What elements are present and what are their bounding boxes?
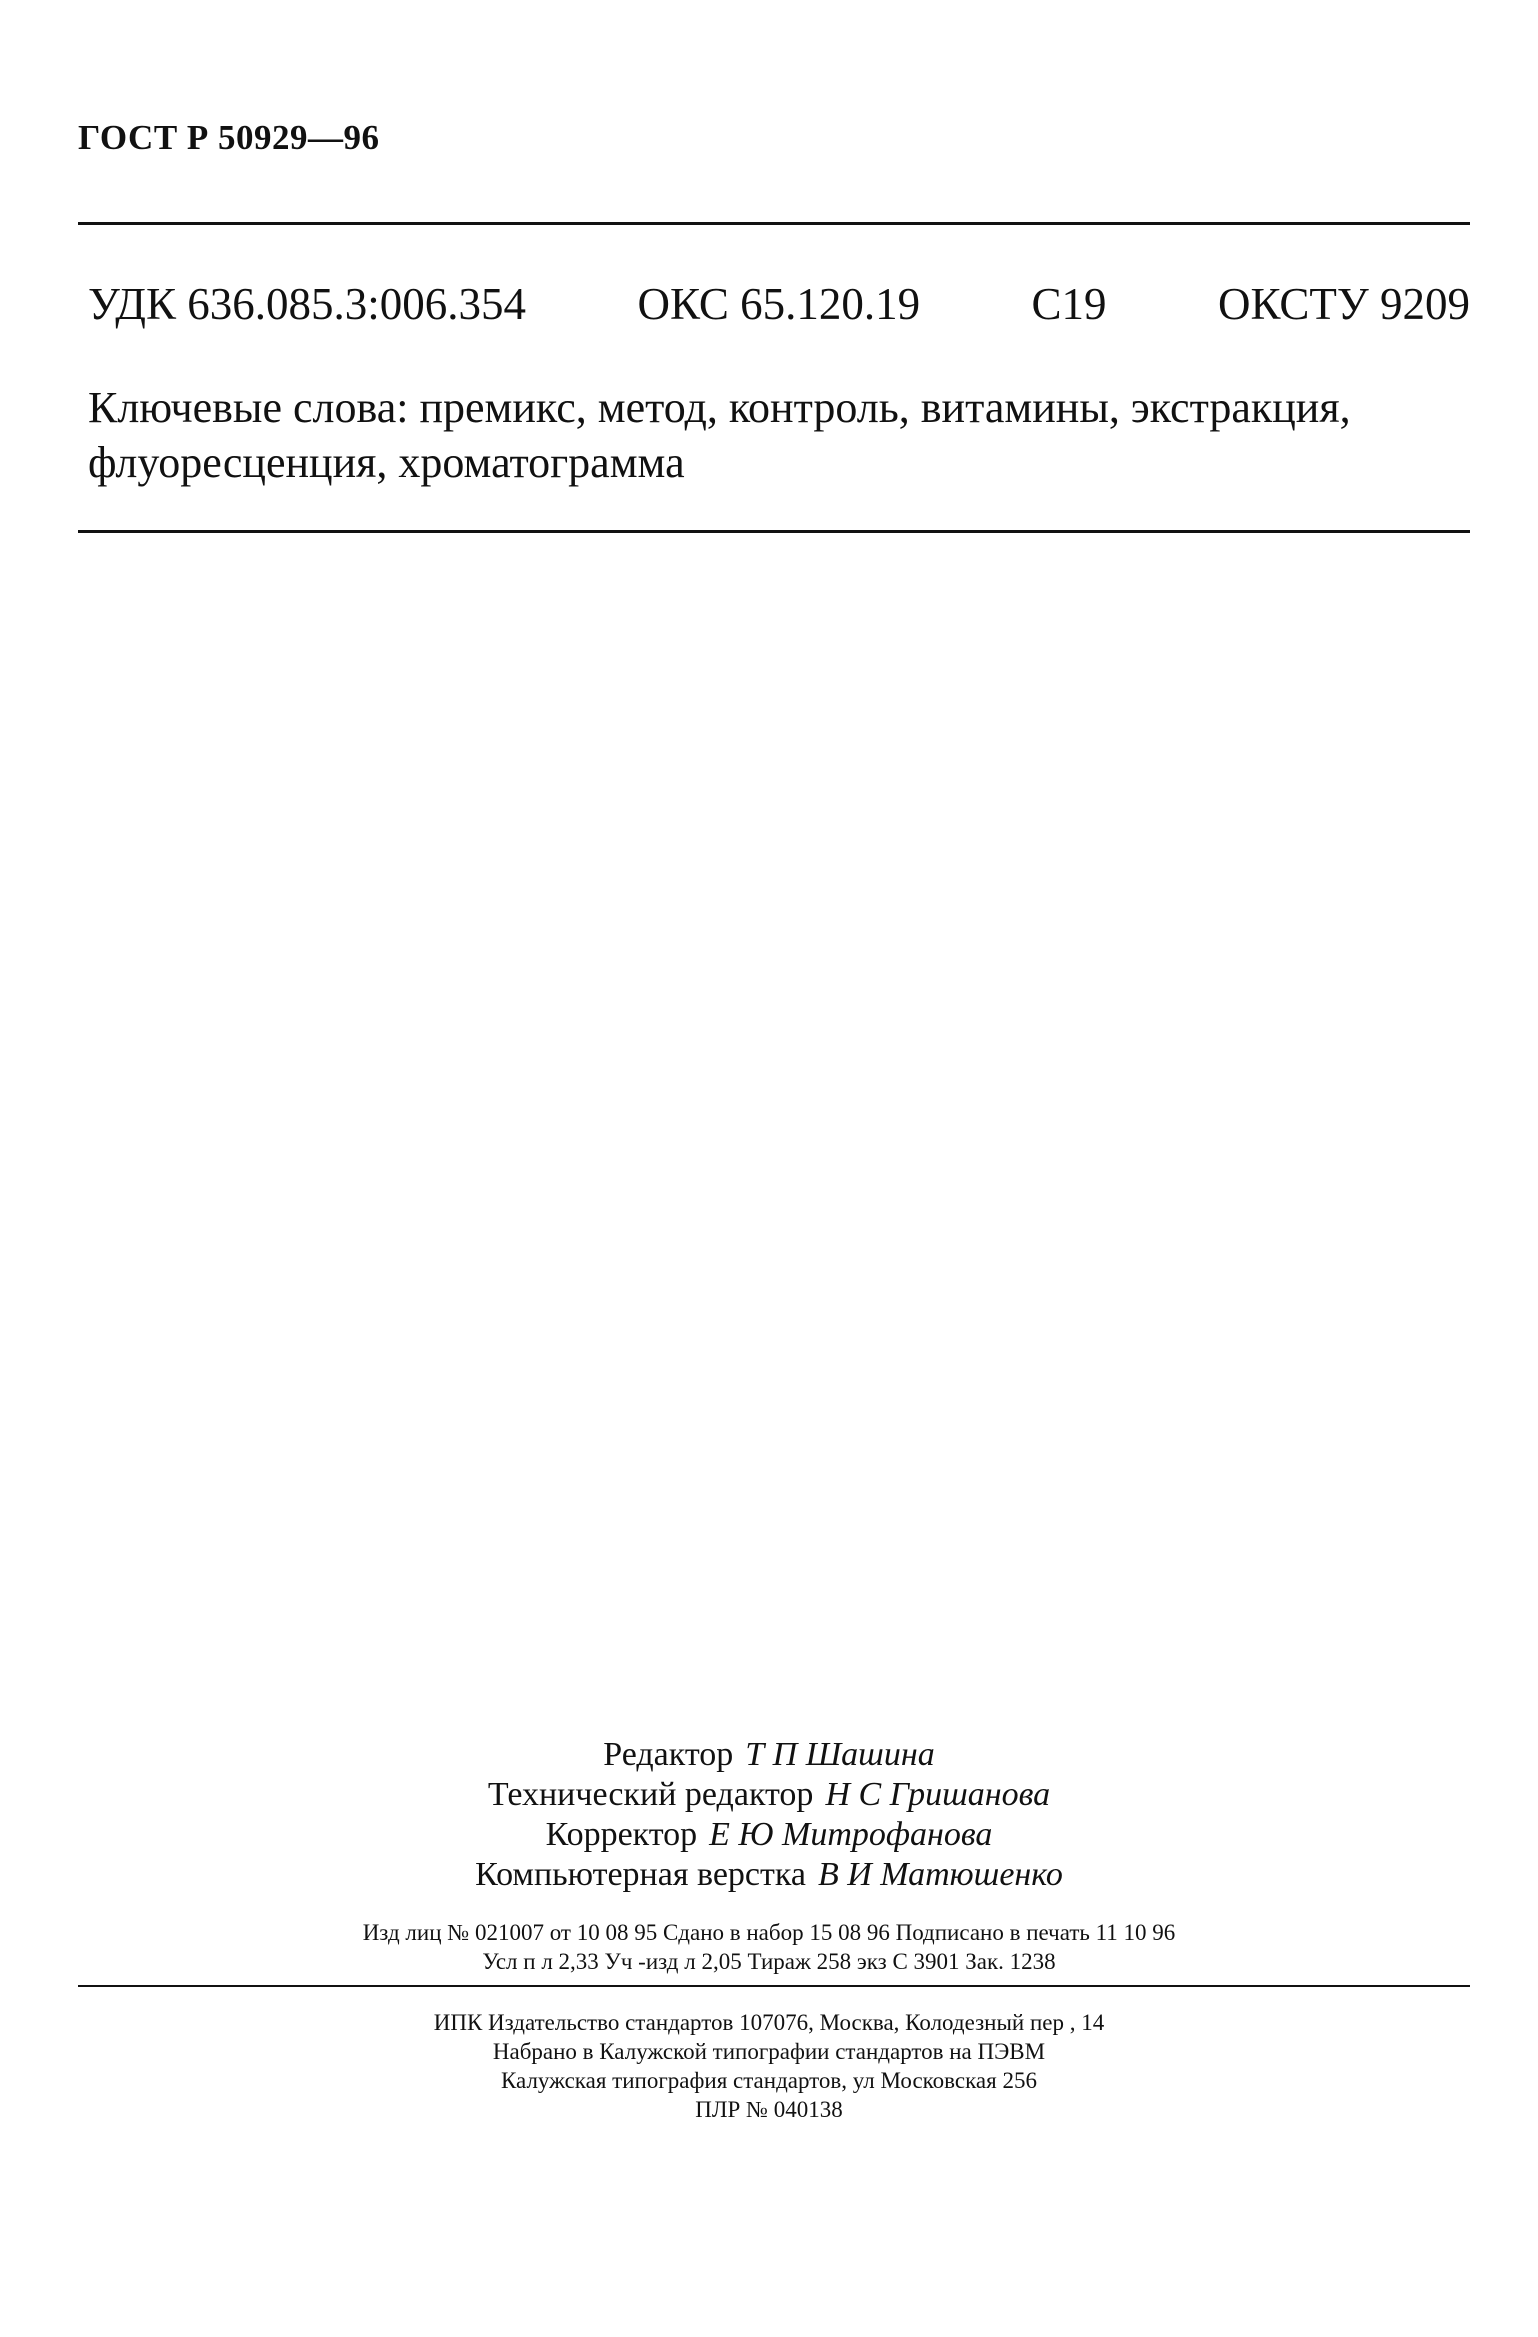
udk-code: УДК 636.085.3:006.354 bbox=[88, 279, 527, 329]
imprint-line-2: Усл п л 2,33 Уч -изд л 2,05 Тираж 258 экз С 3901 Зак. 1238 bbox=[482, 1949, 1056, 1974]
credit-role: Технический редактор bbox=[487, 1776, 814, 1813]
imprint-block bbox=[0, 1918, 1538, 1976]
top-divider bbox=[78, 222, 1470, 225]
publisher-line-1: ИПК Издательство стандартов 107076, Москва, Колодезный пер , 14 bbox=[433, 2010, 1105, 2035]
credit-role: Компьютерная верстка bbox=[475, 1856, 806, 1893]
standard-code: ГОСТ Р 50929—96 bbox=[78, 118, 380, 157]
credit-name: Е Ю Митрофанова bbox=[709, 1816, 993, 1853]
credit-name: Т П Шашина bbox=[745, 1736, 935, 1773]
group-code: С19 bbox=[1031, 279, 1107, 329]
credit-role: Редактор bbox=[603, 1736, 734, 1773]
credit-layout bbox=[0, 1855, 1538, 1895]
credit-technical-editor bbox=[0, 1775, 1538, 1815]
publisher-line-3: Калужская типография стандартов, ул Московская 256 bbox=[501, 2068, 1037, 2093]
keywords-divider bbox=[78, 530, 1470, 533]
okstu-code: ОКСТУ 9209 bbox=[1217, 279, 1470, 329]
credit-editor bbox=[0, 1735, 1538, 1775]
imprint-divider bbox=[78, 1985, 1470, 1987]
keywords-line-1: Ключевые слова: премикс, метод, контроль, витамины, экстракция, bbox=[88, 383, 1351, 432]
classifier-row bbox=[88, 278, 1470, 330]
credits-block bbox=[0, 1735, 1538, 1895]
keywords-line-2: флуоресценция, хроматограмма bbox=[88, 438, 685, 487]
imprint-line-1: Изд лиц № 021007 от 10 08 95 Сдано в набор 15 08 96 Подписано в печать 11 10 96 bbox=[362, 1920, 1176, 1945]
credit-proofreader bbox=[0, 1815, 1538, 1855]
publisher-block bbox=[0, 2008, 1538, 2124]
keywords-block bbox=[88, 380, 1470, 490]
credit-name: В И Матюшенко bbox=[817, 1856, 1063, 1893]
publisher-line-4: ПЛР № 040138 bbox=[695, 2097, 843, 2122]
publisher-line-2: Набрано в Калужской типографии стандартов на ПЭВМ bbox=[492, 2039, 1046, 2064]
credit-name: Н С Гришанова bbox=[825, 1776, 1051, 1813]
oks-code: ОКС 65.120.19 bbox=[637, 279, 921, 329]
credit-role: Корректор bbox=[545, 1816, 698, 1853]
